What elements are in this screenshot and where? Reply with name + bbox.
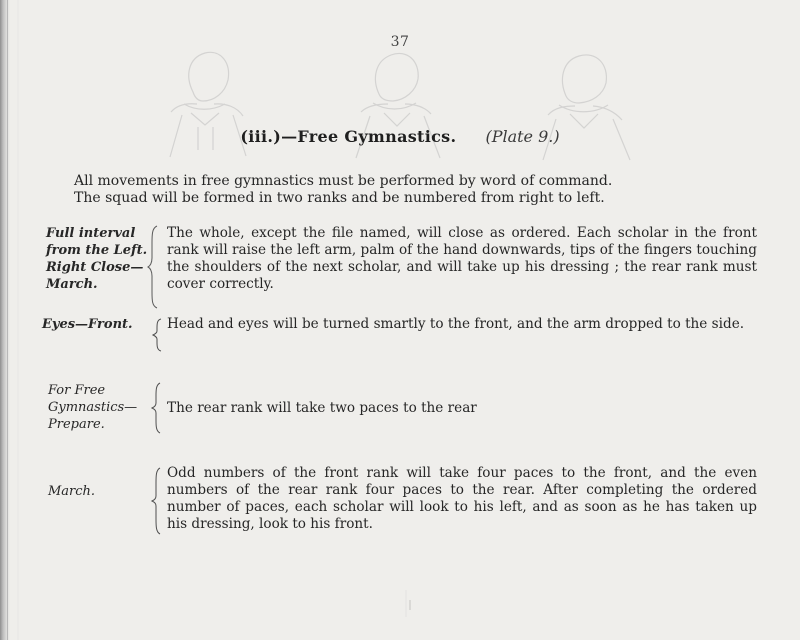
entry-label-line: For Free [48, 383, 106, 398]
left-brace [147, 225, 159, 309]
entry-text: The rear rank will take two paces to the rear [167, 400, 477, 416]
entry-label-line: Eyes—Front. [42, 317, 133, 332]
left-brace [150, 467, 162, 535]
left-brace [151, 318, 163, 352]
instruction-entry [0, 382, 800, 450]
entry-text: Odd numbers of the front rank will take four paces to the front, and the even numbers of the rear rank four paces to the rear. After completing the ordered number of paces, each scholar will look to his left, and as soon as he has taken up his dressing, look to his front. [167, 465, 757, 532]
entry-label-line: from the Left. [46, 243, 148, 258]
left-brace [150, 382, 162, 434]
entry-label-line: March. [48, 484, 96, 499]
intro-line-1: All movements in free gymnastics must be performed by word of command. [74, 173, 613, 189]
section-title [0, 127, 800, 147]
entry-text: The whole, except the file named, will close as ordered. Each scholar in the front rank will raise the left arm, palm of the hand downwards, tips of the fingers touching the shoulders of the next scholar, and will take up his dressing ; the rear rank must cover correctly. [167, 225, 757, 292]
entry-label [46, 225, 156, 293]
entry-label-line: Prepare. [48, 417, 105, 432]
instruction-entry [0, 316, 800, 366]
instruction-entry [0, 225, 800, 309]
entry-label-line: Gymnastics— [48, 400, 138, 415]
page-artifact-mark [409, 600, 411, 610]
intro-paragraph [74, 173, 764, 207]
section-title-text: (iii.)—Free Gymnastics. [240, 127, 457, 146]
instruction-entry [0, 465, 800, 545]
entry-label [42, 316, 152, 333]
intro-line-2: The squad will be formed in two ranks and be numbered from right to left. [74, 190, 605, 206]
plate-reference: (Plate 9.) [485, 127, 560, 146]
entry-label-line: Right Close— [46, 260, 144, 275]
entry-label-line: Full interval [46, 226, 136, 241]
entry-label [48, 382, 158, 433]
entry-label [48, 483, 158, 500]
entry-label-line: March. [46, 277, 98, 292]
entry-text: Head and eyes will be turned smartly to the front, and the arm dropped to the side. [167, 316, 745, 332]
page-number: 37 [390, 34, 410, 50]
